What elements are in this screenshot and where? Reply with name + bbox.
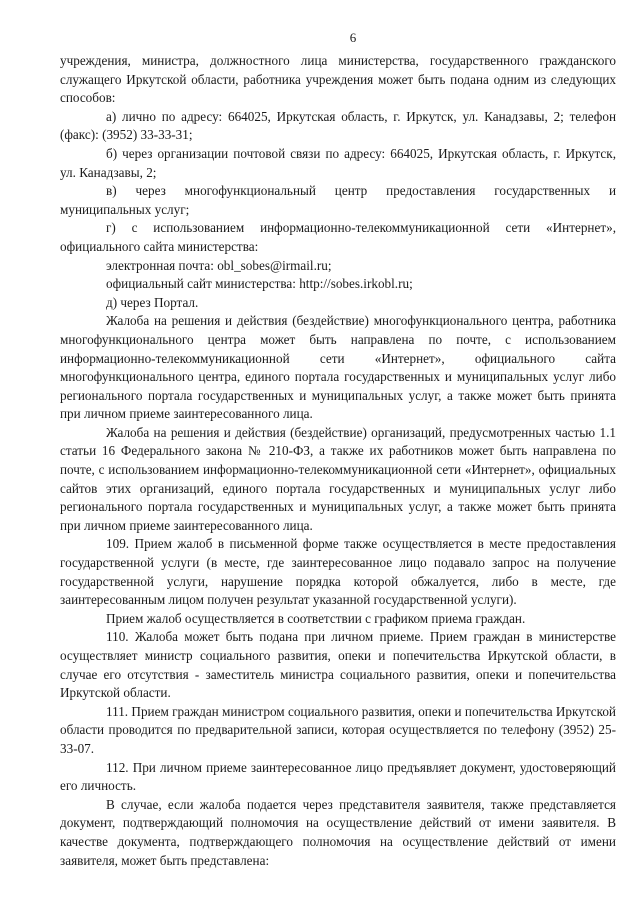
paragraph-schedule: Прием жалоб осуществляется в соответствии с графиком приема граждан. bbox=[106, 610, 526, 626]
paragraph-112: 112. При личном приеме заинтересованное лицо предъявляет документ, удостоверяющий его личность. bbox=[60, 759, 616, 794]
page-number: 6 bbox=[349, 30, 357, 45]
paragraph-website: официальный сайт министерства: http://sobes.irkobl.ru; bbox=[106, 276, 413, 292]
paragraph-method-b: б) через организации почтовой связи по адресу: 664025, Иркутская область, г. Иркутск, ул. Канадзавы, 2; bbox=[60, 145, 616, 180]
paragraph-109: 109. Прием жалоб в письменной форме также осуществляется в месте предоставления государственной услуги (в месте, где заинтересованное лицо подавало запрос на получение государственной услуги, нарушение порядка которой обжалуется, либо в месте, где заинтересованным лицом получен результат указанной государственной услуги). bbox=[60, 536, 616, 608]
paragraph-organizations-complaint: Жалоба на решения и действия (бездействие) организаций, предусмотренных частью 1.1 статьи 16 Федерального закона № 210-ФЗ, а также их работников может быть направлена по почте, с использованием информационно-телекоммуникационной сети «Интернет», официальных сайтов этих организаций, единого портала государственных и муниципальных услуг либо регионального портала государственных и муниципальных услуг, а также может быть принята при личном приеме заинтересованного лица. bbox=[60, 424, 616, 533]
paragraph-intro-continuation: учреждения, министра, должностного лица министерства, государственного гражданского служащего Иркутской области, работника учреждения может быть подана одним из следующих способов: bbox=[60, 53, 616, 106]
paragraph-110: 110. Жалоба может быть подана при личном приеме. Прием граждан в министерстве осуществляет министр социального развития, опеки и попечительства Иркутской области, в случае его отсутствия - заместитель министра социального развития, опеки и попечительства Иркутской области. bbox=[60, 629, 616, 701]
paragraph-mfc-complaint: Жалоба на решения и действия (бездействие) многофункционального центра, работника многофункционального центра может быть направлена по почте, с использованием информационно-телекоммуникационной сети «Интернет», официального сайта многофункционального центра, единого портала государственных и муниципальных услуг либо регионального портала государственных и муниципальных услуг, а также может быть принята при личном приеме заинтересованного лица. bbox=[60, 313, 616, 422]
paragraph-method-e: д) через Портал. bbox=[106, 294, 199, 310]
paragraph-email: электронная почта: obl_sobes@irmail.ru; bbox=[106, 257, 332, 273]
paragraph-method-a: а) лично по адресу: 664025, Иркутская область, г. Иркутск, ул. Канадзавы, 2; телефон (факс): (3952) 33-33-31; bbox=[60, 108, 616, 143]
paragraph-111: 111. Прием граждан министром социального развития, опеки и попечительства Иркутской области проводится по предварительной записи, которая осуществляется по телефону (3952) 25-33-07. bbox=[60, 703, 616, 756]
paragraph-representative: В случае, если жалоба подается через представителя заявителя, также представляется документ, подтверждающий полномочия на осуществление действий от имени заявителя. В качестве документа, подтверждающего полномочия на осуществление действий от имени заявителя, может быть представлена: bbox=[60, 796, 616, 868]
paragraph-method-d: г) с использованием информационно-телекоммуникационной сети «Интернет», официального сайта министерства: bbox=[60, 220, 616, 254]
paragraph-method-c: в) через многофункциональный центр предоставления государственных и муниципальных услуг; bbox=[60, 183, 616, 217]
document-body bbox=[60, 52, 616, 870]
